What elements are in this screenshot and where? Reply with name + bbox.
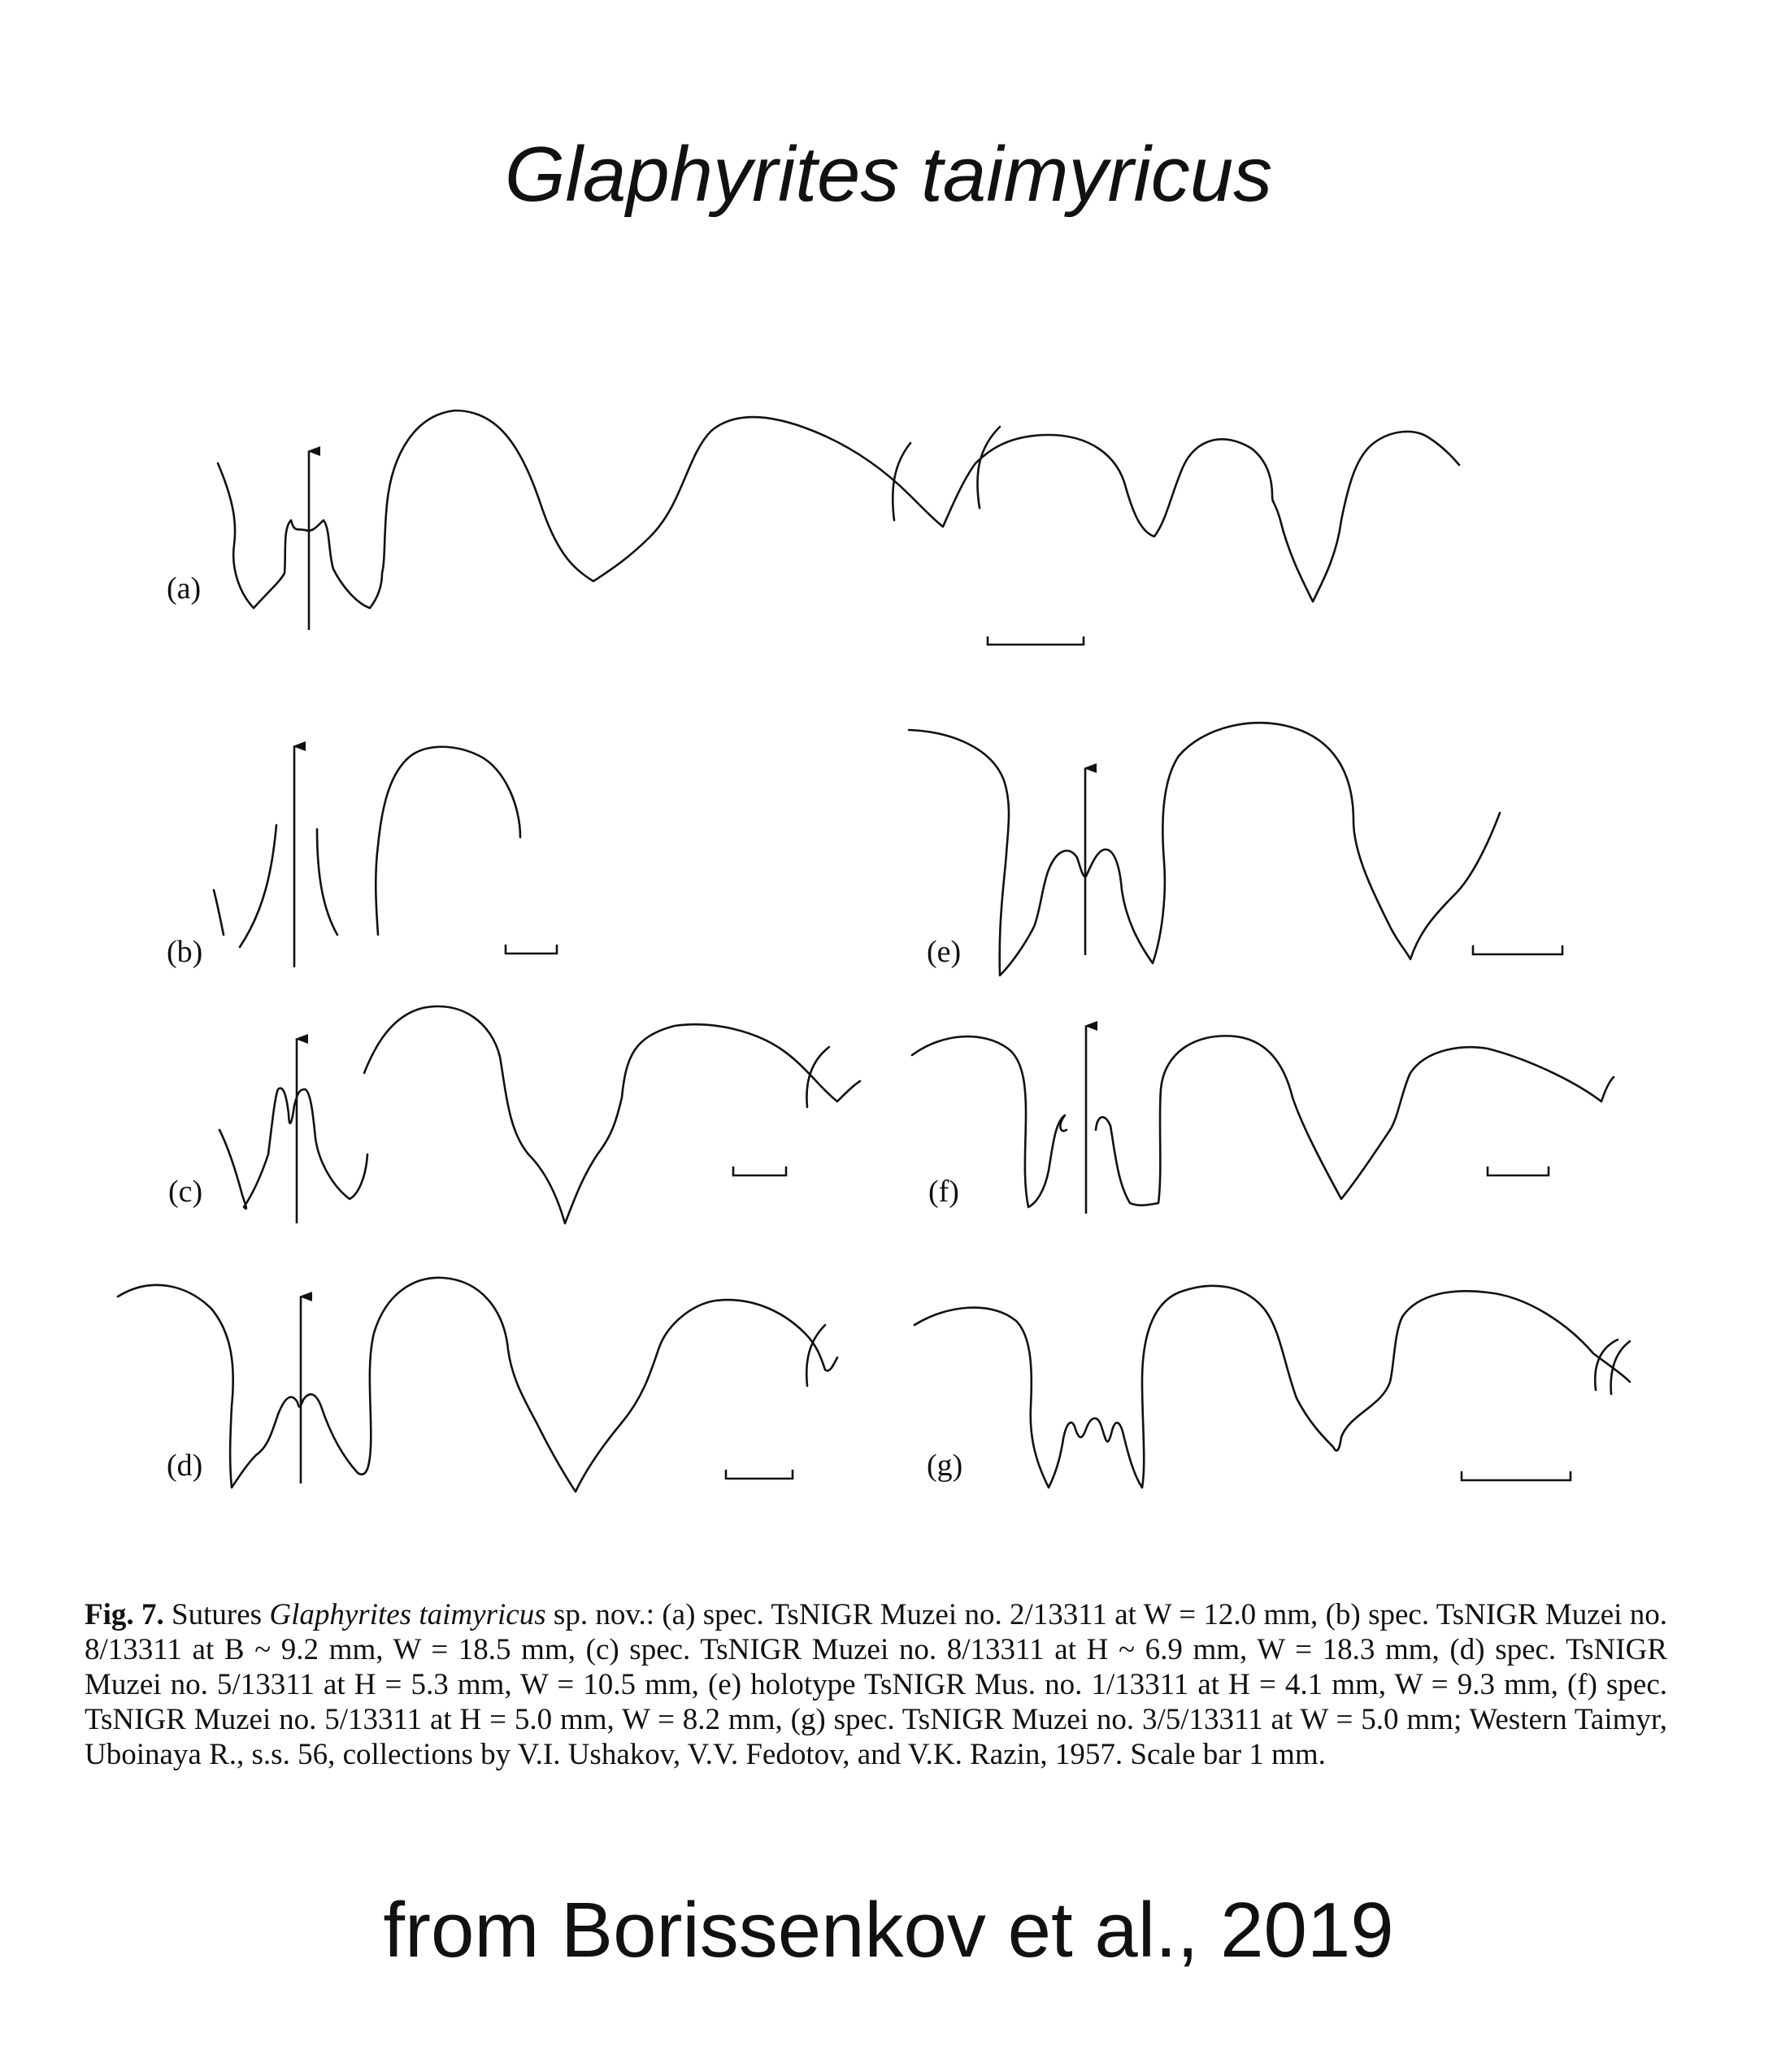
panel-label-c: (c)	[168, 1175, 203, 1209]
suture-line-b	[376, 747, 520, 935]
caption-text-1: Sutures	[163, 1598, 270, 1631]
scale-bar-e	[1473, 945, 1562, 954]
figure-title: Glaphyrites taimyricus	[504, 131, 1273, 218]
scale-bar-a	[988, 636, 1084, 645]
suture-line-c	[219, 1088, 367, 1209]
suture-fragment	[977, 427, 1000, 508]
suture-line-d	[118, 1278, 837, 1492]
suture-line-a	[218, 410, 1459, 608]
suture-fragment	[806, 1047, 829, 1107]
suture-fragment	[1611, 1341, 1630, 1394]
panel-label-g: (g)	[927, 1449, 963, 1483]
panel-label-b: (b)	[167, 935, 203, 969]
caption-fig-label: Fig. 7.	[85, 1598, 164, 1631]
caption-species: Glaphyrites taimyricus	[269, 1598, 546, 1631]
panel-label-f: (f)	[928, 1175, 959, 1209]
panel-label-d: (d)	[167, 1449, 203, 1483]
suture-panel-f	[912, 1026, 1614, 1214]
source-credit: from Borissenkov et al., 2019	[383, 1887, 1394, 1974]
panel-label-e: (e)	[927, 935, 962, 969]
suture-line-g	[915, 1286, 1630, 1488]
caption-text-2: sp. nov.: (a) spec. TsNIGR Muzei no. 2/13311 at W = 12.0 mm, (b) spec. TsNIGR Muzei no. 8/13311 at B ~ 9.2 mm, W = 18.5 mm, (c) spec. TsNIGR Muzei no. 8/13311 at H ~ 6.9 mm, W = 18.3 mm, (d) spec. TsNIGR Muzei no. 5/13311 at H = 5.3 mm, W = 10.5 mm, (e) holotype TsNIGR Mus. no. 1/13311 at H = 4.1 mm, W = 9.3 mm, (f) spec. TsNIGR Muzei no. 5/13311 at H = 5.0 mm, W = 8.2 mm, (g) spec. TsNIGR Muzei no. 3/5/13311 at W = 5.0 mm; Western Taimyr, Uboinaya R., s.s. 56, collections by V.I. Ushakov, V.V. Fedotov, and V.K. Razin, 1957. Scale bar 1 mm.	[85, 1598, 1668, 1771]
suture-panel-c	[168, 1006, 860, 1223]
suture-fragment	[214, 890, 224, 935]
scale-bar-g	[1462, 1471, 1571, 1480]
scale-bar-f	[1488, 1166, 1549, 1175]
suture-panel-d	[118, 1278, 837, 1492]
panel-label-a: (a)	[167, 571, 202, 606]
scale-bar-d	[726, 1470, 793, 1479]
suture-panel-b	[167, 746, 557, 969]
suture-panel-g	[915, 1286, 1630, 1488]
suture-line-f2	[1096, 1036, 1614, 1205]
suture-line-c2	[364, 1006, 860, 1223]
scale-bar-b	[506, 945, 557, 953]
suture-fragment	[806, 1325, 825, 1386]
suture-panel-e	[909, 723, 1562, 975]
suture-fragment	[240, 825, 276, 947]
figure-caption	[85, 1597, 1667, 1772]
suture-panel-a	[167, 410, 1459, 645]
scale-bar-c	[733, 1166, 786, 1175]
suture-fragment	[317, 829, 337, 935]
suture-line-e	[909, 723, 1500, 975]
